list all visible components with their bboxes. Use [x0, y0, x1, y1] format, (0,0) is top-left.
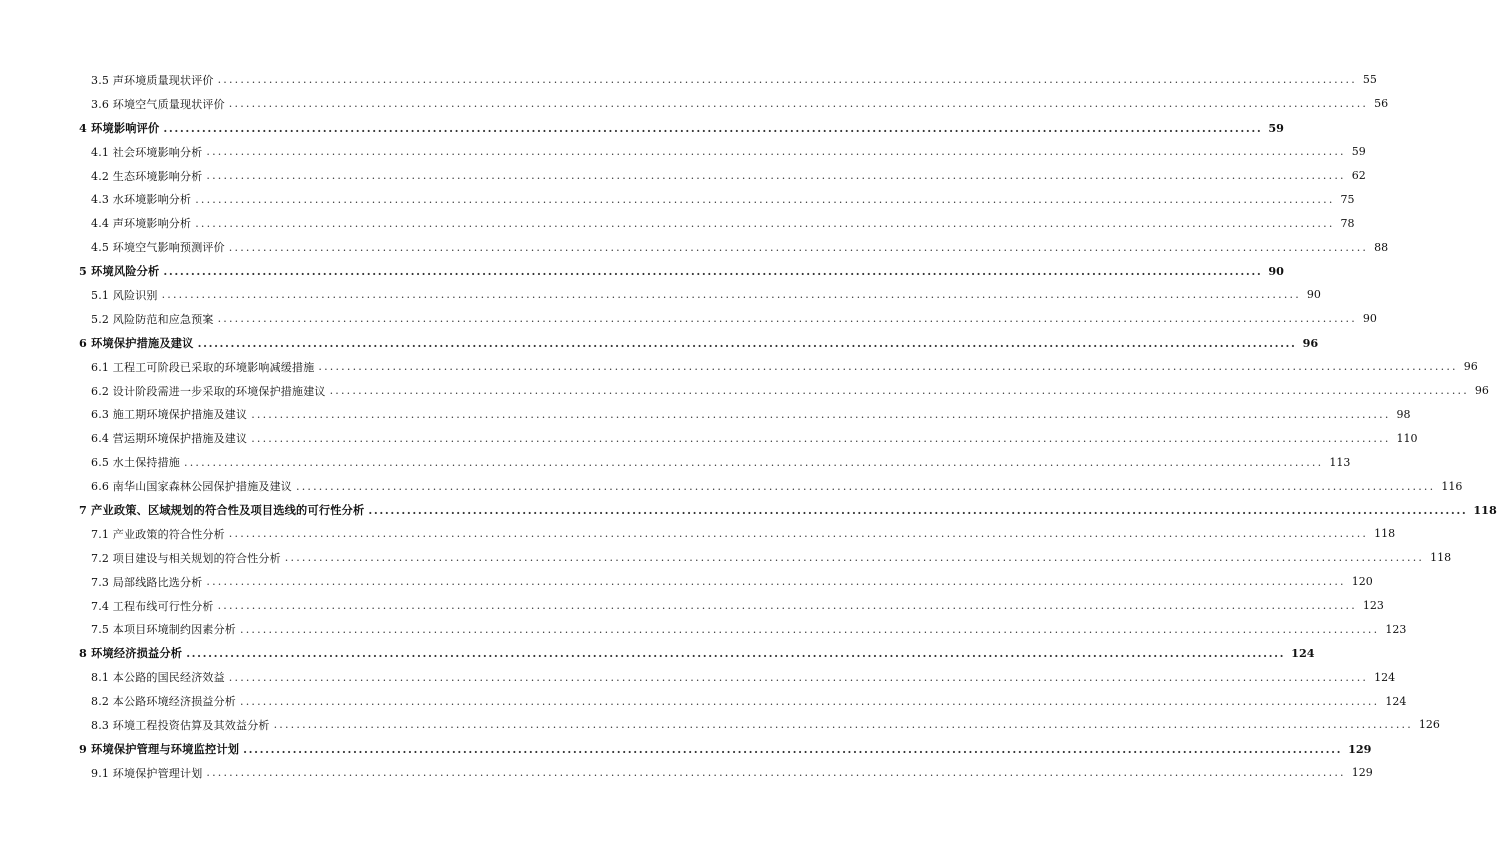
toc-entry-title: 3.6 环境空气质量现状评价 [91, 97, 225, 111]
toc-page-number: 90 [1362, 312, 1377, 326]
dot-leader: ........................................................................................................................................................................................................ [228, 527, 1369, 541]
toc-entry-title: 8 环境经济损益分析 [79, 646, 183, 661]
toc-page-number: 120 [1351, 575, 1373, 589]
dot-leader: ........................................................................................................................................................................................................ [217, 599, 1357, 613]
dot-leader: ........................................................................................................................................................................................................ [206, 575, 1346, 589]
toc-entry[interactable] [0, 426, 1418, 450]
toc-entry-title: 7.1 产业政策的符合性分析 [91, 527, 225, 541]
dot-leader: ........................................................................................................................................................................................................ [206, 169, 1346, 182]
toc-entry[interactable] [0, 116, 1284, 140]
toc-entry[interactable] [0, 689, 1407, 713]
toc-entry-title: 6.6 南华山国家森林公园保护措施及建议 [91, 480, 292, 494]
toc-page-number: 118 [1473, 502, 1497, 517]
toc-entry-title: 3.5 声环境质量现状评价 [91, 73, 214, 87]
toc-entry[interactable] [0, 164, 1366, 188]
toc-page-number: 116 [1441, 479, 1463, 493]
toc-entry-title: 6 环境保护措施及建议 [79, 335, 194, 350]
toc-page-number: 129 [1351, 766, 1373, 780]
toc-entry[interactable] [0, 187, 1355, 211]
toc-entry-title: 4.2 生态环境影响分析 [91, 169, 203, 183]
toc-page-number: 123 [1362, 599, 1384, 613]
toc-page-number: 118 [1430, 551, 1452, 565]
dot-leader: ........................................................................................................................................................................................................ [206, 145, 1346, 159]
dot-leader: ........................................................................................................................................................................................................ [228, 97, 1369, 111]
toc-page-number: 55 [1362, 73, 1377, 87]
dot-leader: ........................................................................................................................................................................................................ [186, 646, 1286, 661]
dot-leader: ........................................................................................................................................................................................................ [184, 455, 1324, 469]
dot-leader: ........................................................................................................................................................................................................ [163, 264, 1263, 279]
toc-entry[interactable] [0, 474, 1463, 498]
toc-page-number: 88 [1374, 240, 1389, 254]
toc-page-number: 96 [1463, 360, 1478, 374]
toc-entry-title: 9 环境保护管理与环境监控计划 [79, 741, 240, 756]
toc-entry[interactable] [0, 92, 1389, 116]
toc-entry[interactable] [0, 211, 1355, 235]
dot-leader: ........................................................................................................................................................................................................ [163, 120, 1263, 135]
toc-page-number: 96 [1302, 335, 1319, 350]
toc-page-number: 126 [1418, 718, 1440, 732]
toc-entry-title: 4.1 社会环境影响分析 [91, 145, 203, 159]
dot-leader: ........................................................................................................................................................................................................ [240, 694, 1380, 708]
dot-leader: ........................................................................................................................................................................................................ [206, 766, 1346, 780]
toc-entry[interactable] [0, 307, 1377, 331]
dot-leader: ........................................................................................................................................................................................................ [284, 551, 1425, 565]
dot-leader: ........................................................................................................................................................................................................ [240, 622, 1380, 636]
toc-entry-title: 8.3 环境工程投资估算及其效益分析 [91, 718, 270, 732]
toc-entry-title: 7.2 项目建设与相关规划的符合性分析 [91, 551, 281, 565]
toc-entry[interactable] [0, 713, 1440, 737]
toc-entry[interactable] [0, 283, 1321, 307]
toc-page-number: 56 [1374, 97, 1389, 111]
dot-leader: ........................................................................................................................................................................................................ [228, 670, 1369, 684]
toc-page-number: 123 [1385, 622, 1407, 636]
toc-page-number: 118 [1374, 527, 1396, 541]
toc-entry-title: 6.4 营运期环境保护措施及建议 [91, 432, 248, 446]
dot-leader: ........................................................................................................................................................................................................ [217, 73, 1357, 87]
toc-entry-title: 4.4 声环境影响分析 [91, 217, 192, 231]
toc-entry-title: 6.1 工程工可阶段已采取的环境影响减缓措施 [91, 360, 315, 374]
toc-page-number: 98 [1396, 407, 1411, 421]
toc-page-number: 78 [1340, 216, 1355, 230]
toc-page-number: 90 [1306, 288, 1321, 302]
toc-page-number: 62 [1351, 169, 1366, 182]
toc-entry[interactable] [0, 402, 1411, 426]
toc-entry-title: 5.2 风险防范和应急预案 [91, 312, 214, 326]
toc-entry[interactable] [0, 355, 1478, 379]
dot-leader: ........................................................................................................................................................................................................ [243, 741, 1343, 756]
toc-entry-title: 6.5 水土保持措施 [91, 456, 180, 470]
toc-page-number: 75 [1340, 192, 1355, 206]
toc-entry[interactable] [0, 331, 1319, 355]
toc-entry[interactable] [0, 498, 1497, 522]
toc-page-number: 110 [1396, 431, 1418, 445]
toc-entry-title: 7.4 工程布线可行性分析 [91, 599, 214, 613]
dot-leader: ........................................................................................................................................................................................................ [195, 216, 1335, 230]
toc-entry[interactable] [0, 665, 1396, 689]
dot-leader: ........................................................................................................................................................................................................ [161, 288, 1301, 302]
toc-entry-title: 4.5 环境空气影响预测评价 [91, 241, 225, 255]
dot-leader: ........................................................................................................................................................................................................ [318, 360, 1458, 374]
toc-entry[interactable] [0, 140, 1366, 164]
toc-entry[interactable] [0, 761, 1373, 785]
toc-entry[interactable] [0, 450, 1351, 474]
toc-entry[interactable] [0, 641, 1315, 665]
toc-entry[interactable] [0, 259, 1284, 283]
toc-entry[interactable] [0, 546, 1452, 570]
toc-entry-title: 5 环境风险分析 [79, 264, 160, 279]
toc-entry[interactable] [0, 522, 1396, 546]
dot-leader: ........................................................................................................................................................................................................ [251, 407, 1391, 421]
dot-leader: ........................................................................................................................................................................................................ [228, 240, 1369, 254]
toc-entry-title: 6.3 施工期环境保护措施及建议 [91, 408, 248, 422]
toc-entry-title: 4.3 水环境影响分析 [91, 193, 192, 207]
toc-entry-title: 6.2 设计阶段需进一步采取的环境保护措施建议 [91, 384, 326, 398]
toc-entry[interactable] [0, 379, 1489, 403]
dot-leader: ........................................................................................................................................................................................................ [273, 718, 1413, 732]
toc-entry-title: 9.1 环境保护管理计划 [91, 766, 203, 780]
toc-entry[interactable] [0, 570, 1373, 594]
toc-entry-title: 7.5 本项目环境制约因素分析 [91, 623, 236, 637]
dot-leader: ........................................................................................................................................................................................................ [197, 335, 1297, 350]
toc-page-number: 59 [1268, 120, 1284, 135]
dot-leader: ........................................................................................................................................................................................................ [368, 502, 1468, 517]
toc-entry-title: 8.2 本公路环境经济损益分析 [91, 695, 236, 709]
toc-entry[interactable] [0, 737, 1372, 761]
table-of-contents [0, 68, 1497, 785]
toc-entry-title: 8.1 本公路的国民经济效益 [91, 671, 225, 685]
toc-page-number: 59 [1351, 145, 1366, 159]
dot-leader: ........................................................................................................................................................................................................ [296, 479, 1436, 493]
toc-entry[interactable] [0, 617, 1407, 641]
toc-page-number: 113 [1329, 455, 1351, 469]
toc-page-number: 124 [1385, 694, 1407, 708]
toc-entry[interactable] [0, 235, 1389, 259]
dot-leader: ........................................................................................................................................................................................................ [217, 312, 1357, 326]
toc-entry-title: 5.1 风险识别 [91, 288, 158, 302]
dot-leader: ........................................................................................................................................................................................................ [251, 431, 1391, 445]
dot-leader: ........................................................................................................................................................................................................ [329, 384, 1469, 398]
toc-page-number: 124 [1374, 670, 1396, 684]
toc-entry-title: 7.3 局部线路比选分析 [91, 575, 203, 589]
toc-entry[interactable] [0, 68, 1377, 92]
dot-leader: ........................................................................................................................................................................................................ [195, 192, 1335, 206]
toc-entry-title: 4 环境影响评价 [79, 120, 160, 135]
toc-page-number: 90 [1268, 264, 1284, 279]
toc-page-number: 96 [1474, 384, 1489, 398]
toc-entry-title: 7 产业政策、区域规划的符合性及项目选线的可行性分析 [79, 502, 365, 517]
toc-page-number: 124 [1291, 646, 1315, 661]
toc-page-number: 129 [1348, 741, 1372, 756]
toc-entry[interactable] [0, 594, 1384, 618]
